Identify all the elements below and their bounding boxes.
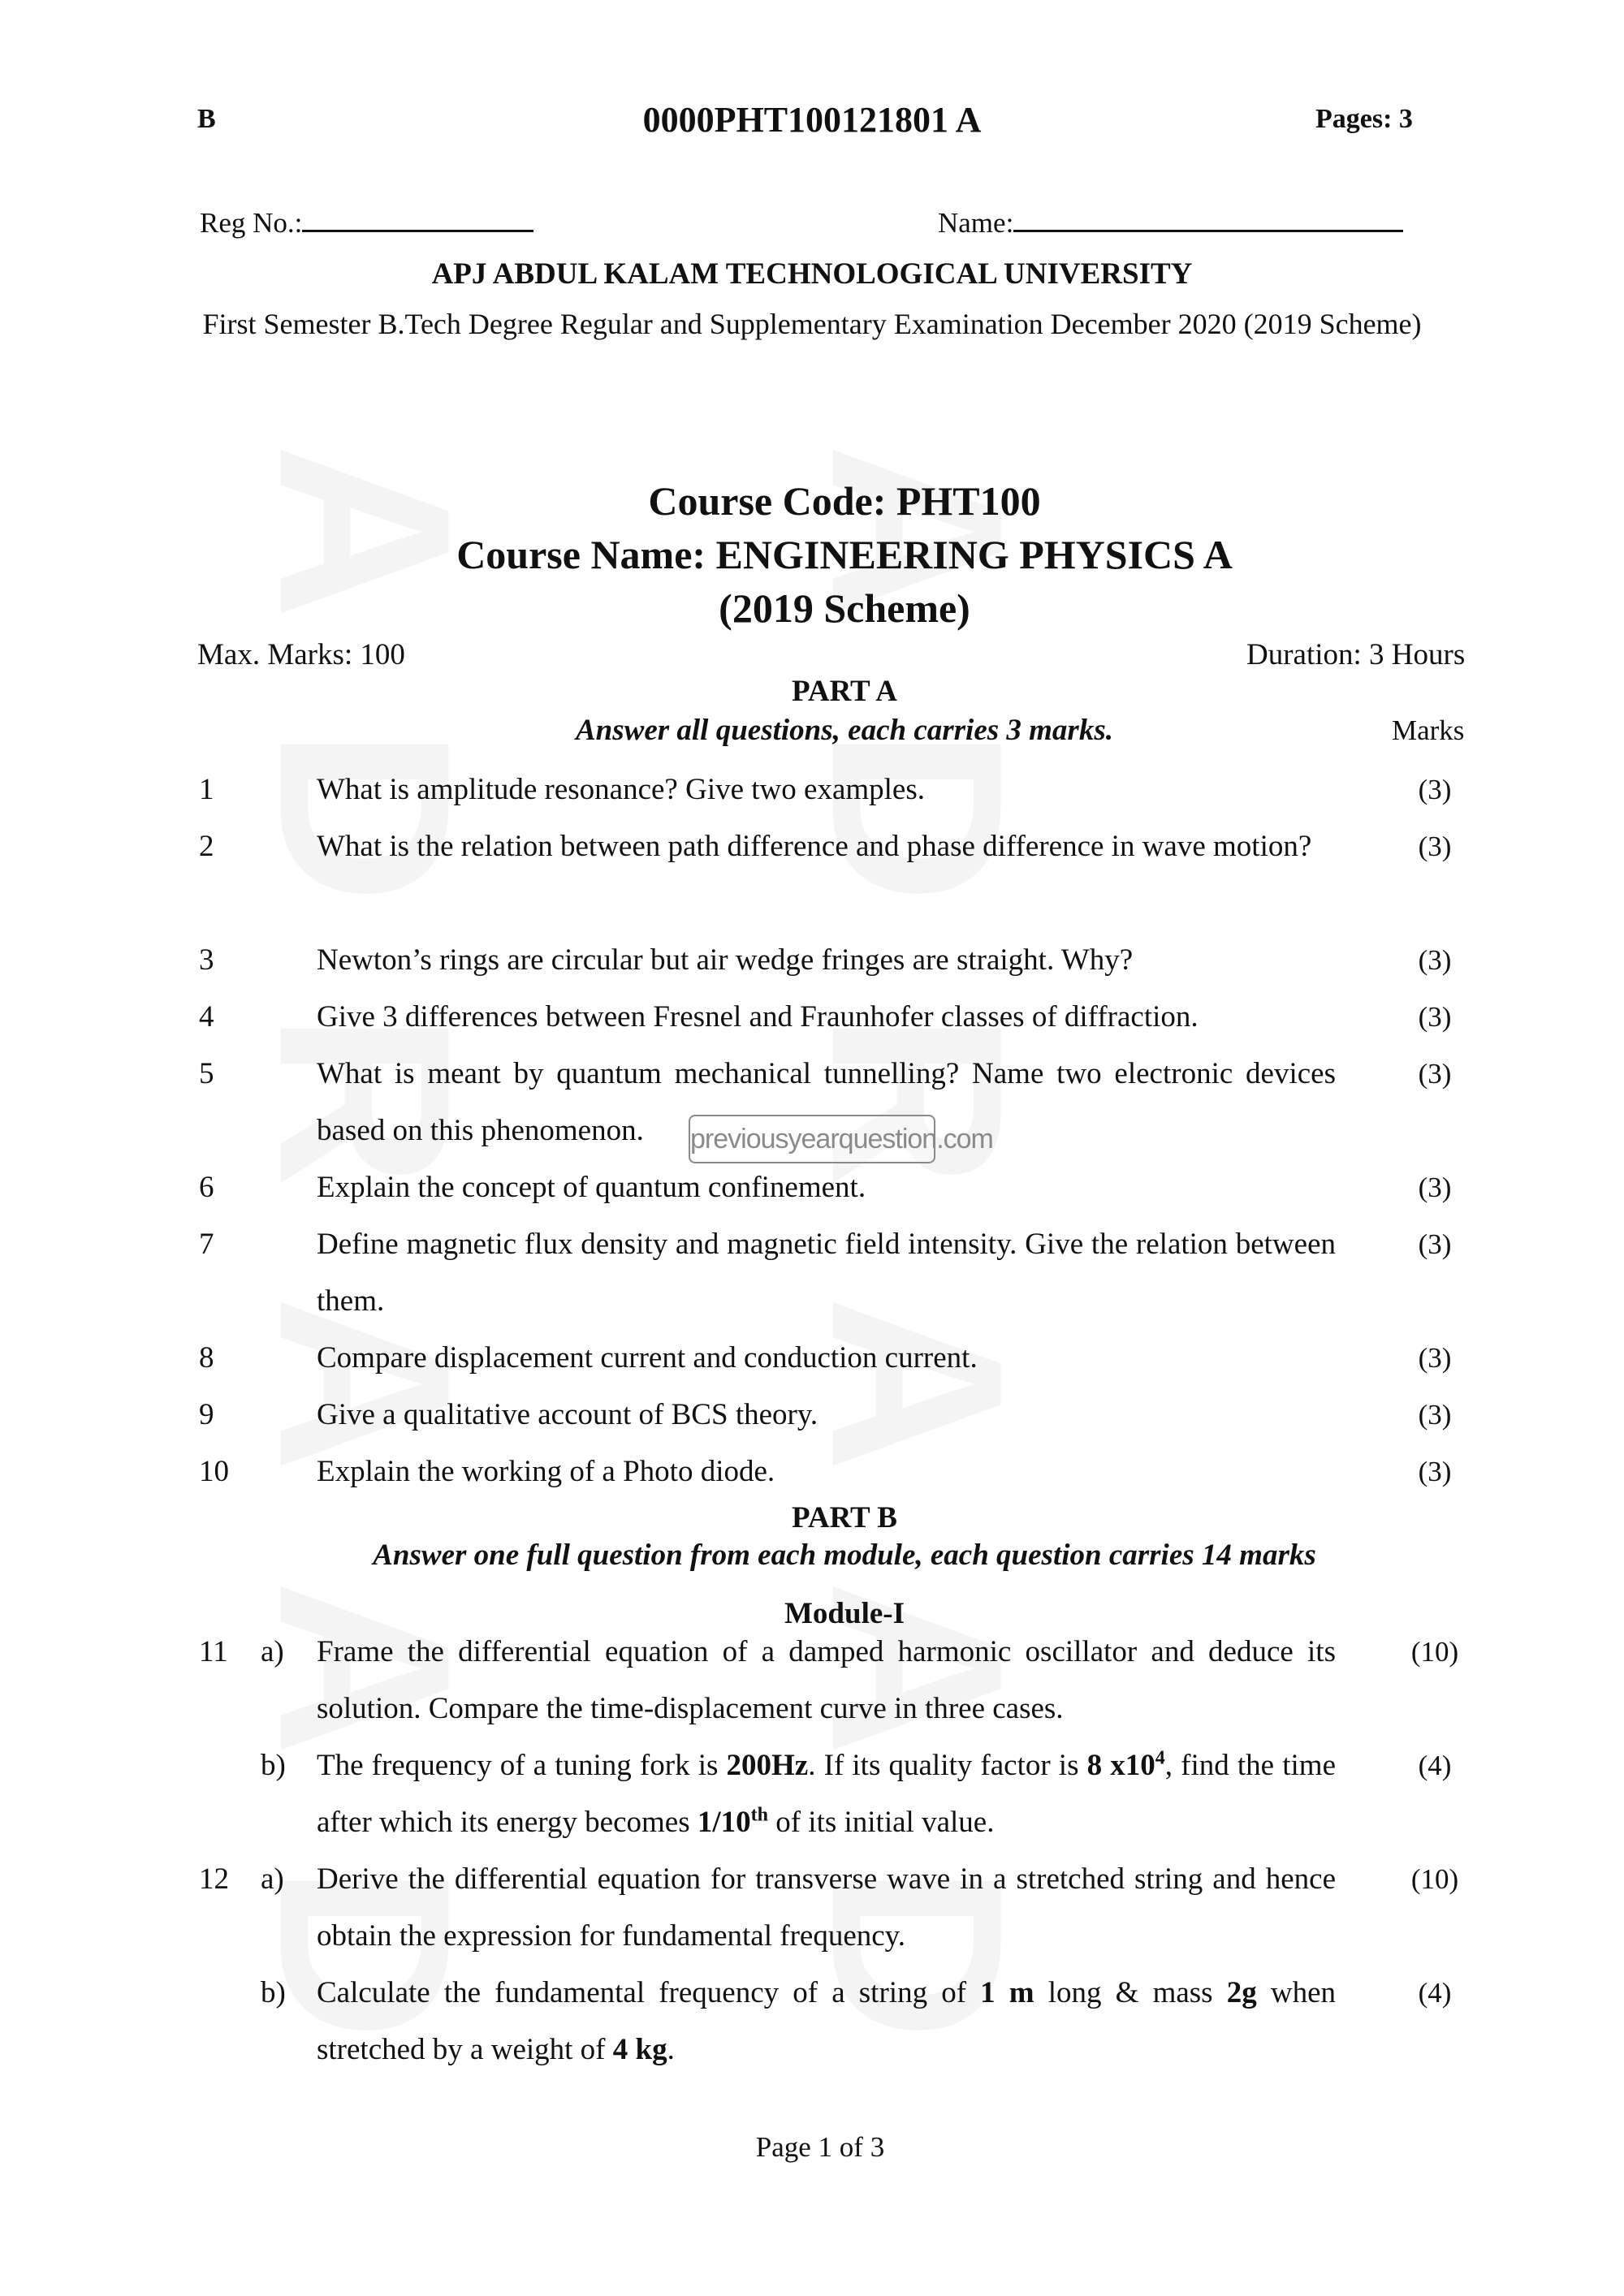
university-name: APJ ABDUL KALAM TECHNOLOGICAL UNIVERSITY [431,257,1193,291]
part-a-title: PART A [792,675,897,708]
text-run: , find the time after which its energy becomes [317,1749,1336,1839]
question-number: 2 [199,830,214,863]
question-marks: (3) [1418,1172,1452,1203]
value-run: 4 kg [612,2033,667,2066]
duration: Duration: 3 Hours [1246,638,1466,671]
question-marks: (3) [1418,1058,1452,1090]
question-marks: (3) [1418,774,1452,805]
subquestion-label: b) [261,1976,286,2009]
question-text [317,1737,1336,1851]
question-text: What is amplitude resonance? Give two examples. [317,773,925,806]
max-marks: Max. Marks: 100 [197,638,405,671]
name-field [938,207,1403,240]
value-run: 1 m [980,1976,1034,2009]
value-base: 8 x10 [1086,1749,1155,1782]
text-run: . If its quality factor is [808,1749,1087,1782]
value-run [1087,1749,1165,1782]
question-marks: (3) [1418,1342,1452,1374]
name-label: Name: [938,207,1014,239]
question-marks: (3) [1418,1399,1452,1431]
scheme: (2019 Scheme) [719,585,970,631]
question-marks: (3) [1418,1456,1452,1487]
value-base: 1/10 [697,1806,751,1839]
question-marks: (10) [1410,1863,1459,1895]
module-heading: Module-I [784,1597,905,1630]
question-number: 11 [199,1635,228,1668]
question-number: 5 [199,1057,214,1090]
question-number: 4 [199,1000,214,1034]
subquestion-label: a) [261,1862,284,1896]
marks-column-header: Marks [1392,714,1465,746]
text-run: . [667,2033,675,2066]
part-b-instruction: Answer one full question from each module, each question carries 14 marks [373,1539,1316,1572]
question-text: What is the relation between path difference and phase difference in wave motion? [317,830,1312,863]
course-name: Course Name: ENGINEERING PHYSICS A [456,532,1233,577]
page-footer: Page 1 of 3 [755,2131,885,2163]
question-marks: (3) [1418,831,1452,862]
question-text: Derive the differential equation for transverse wave in a stretched string and hence obtain the expression for fundamental frequency. [317,1862,1336,1953]
question-marks: (3) [1418,944,1452,976]
reg-no-field [200,207,533,240]
question-text: Give 3 differences between Fresnel and Fraunhofer classes of diffraction. [317,1000,1199,1034]
question-text: Define magnetic flux density and magnetic field intensity. Give the relation between them. [317,1228,1336,1318]
value-run: 2g [1226,1976,1257,2009]
question-text: Frame the differential equation of a damped harmonic oscillator and deduce its solution. Compare the time-displacement curve in three cases. [317,1635,1336,1725]
watermark-stamp: previousyearquestion.com [689,1115,935,1163]
question-number: 3 [199,943,214,977]
question-number: 7 [199,1228,214,1261]
value-run [698,1806,768,1839]
text-run: of its initial value. [767,1806,995,1839]
set-code: B [197,104,216,134]
question-text: Newton’s rings are circular but air wedge fringes are straight. Why? [317,943,1134,977]
question-marks: (10) [1410,1636,1459,1668]
text-run: The frequency of a tuning fork is [317,1749,727,1782]
question-marks: (4) [1418,1977,1452,2009]
question-marks: (3) [1418,1001,1452,1033]
question-text: Explain the concept of quantum confinement. [317,1171,866,1204]
course-code: Course Code: PHT100 [648,478,1041,524]
part-a-instruction: Answer all questions, each carries 3 marks. [576,714,1113,747]
subquestion-label: b) [261,1749,286,1782]
question-number: 1 [199,773,214,806]
text-run: Calculate the fundamental frequency of a string of [317,1976,981,2009]
reg-no-blank [302,210,533,232]
question-marks: (4) [1418,1750,1452,1781]
value-run: 200Hz [726,1749,809,1782]
paper-code: 0000PHT100121801 A [642,100,982,140]
page-count: Pages: 3 [1315,104,1413,134]
question-number: 12 [199,1862,229,1896]
value-superscript: 4 [1155,1747,1165,1769]
question-text [317,1965,1336,2078]
value-superscript: th [750,1804,768,1826]
question-text: Give a qualitative account of BCS theory. [317,1398,818,1431]
question-number: 8 [199,1341,214,1375]
question-number: 9 [199,1398,214,1431]
question-number: 10 [199,1455,229,1488]
reg-no-label: Reg No.: [200,207,303,239]
text-run: when stretched by a weight of [317,1976,1336,2066]
subquestion-label: a) [261,1635,284,1668]
question-number: 6 [199,1171,214,1204]
question-marks: (3) [1418,1228,1452,1260]
question-text: Compare displacement current and conduction current. [317,1341,978,1375]
text-run: long & mass [1034,1976,1227,2009]
question-text: Explain the working of a Photo diode. [317,1455,775,1488]
exam-title: First Semester B.Tech Degree Regular and Supplementary Examination December 2020 (2019 Scheme) [202,308,1422,340]
part-b-title: PART B [792,1501,897,1534]
name-blank [1013,210,1403,232]
question-text: What is meant by quantum mechanical tunnelling? Name two electronic devices based on this phenomenon. [317,1057,1336,1147]
